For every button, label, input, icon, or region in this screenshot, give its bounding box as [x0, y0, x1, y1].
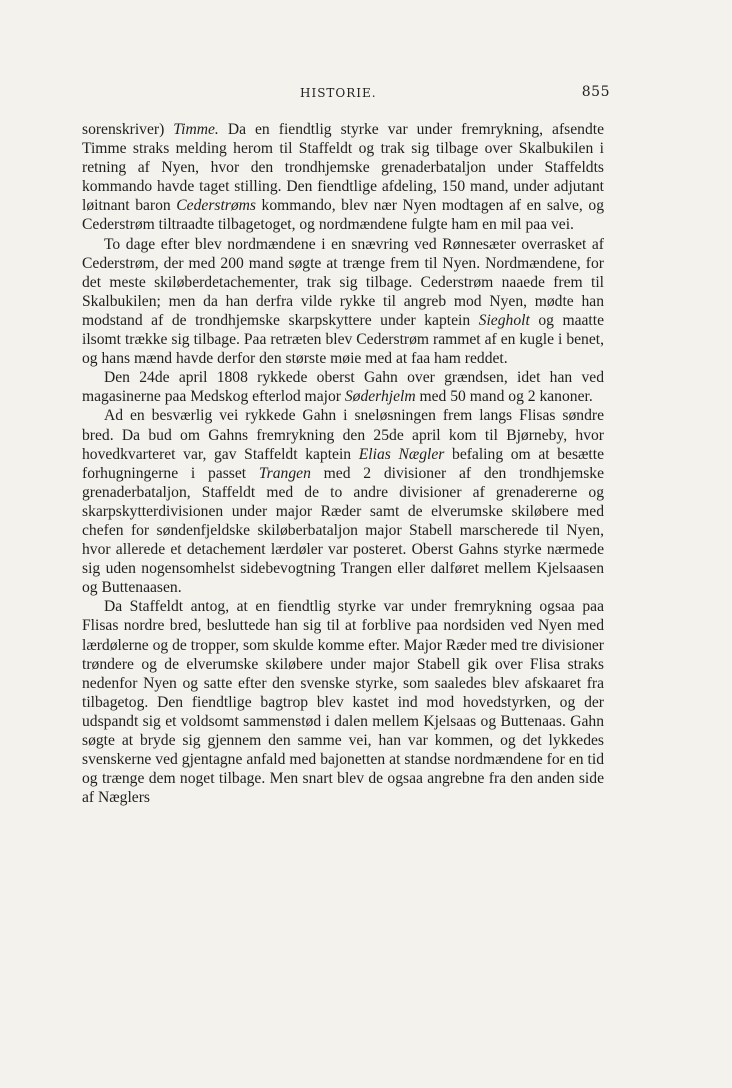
paragraph [82, 597, 604, 807]
text-run: kommando, blev nær Nyen modtagen af en salve, og Cederstrøm tiltraadte tilbagetoget, og nordmændene fulgte ham en mil paa vei. [82, 197, 604, 234]
text-run: med 2 divisioner af den trondhjemske grenaderbataljon, Staffeldt med de to andre divisioner af grenadererne og skarpskytterdivisionen under major Ræder samt de elverumske skiløbere med chefen for søndenfjeldske skiløberbataljon major Stabell marscherede til Nyen, hvor allerede et detachement lærdøler var posteret. Oberst Gahns styrke nærmede sig uden nogensomhelst sidebevogtning Trangen eller dalføret mellem Kjelsaasen og Buttenaasen. [82, 464, 604, 597]
italic-name: Søderhjelm [344, 388, 416, 406]
text-run: Ad en besværlig vei rykkede Gahn i sneløsningen frem langs Flisas søndre bred. Da bud om Gahns fremrykning den 25de april kom til Bjørneby, hvor hovedkvarteret var, gav Staffeldt kaptein [82, 407, 604, 463]
paragraph [82, 368, 604, 406]
running-head-title: HISTORIE. [300, 86, 377, 100]
text-run: To dage efter blev nordmændene i en snævring ved Rønnesæter overrasket af Cederstrøm, der med 200 mand søgte at trænge frem til Nyen. Nordmændene, for det meste skiløberdetachementer, trak sig tilbage. Cederstrøm naaede frem til Skalbukilen; men da han derfra vilde rykke til angreb mod Nyen, mødte han modstand af de trondhjemske skarpskyttere under kaptein [82, 235, 604, 329]
paragraph [82, 120, 604, 235]
text-run: Da Staffeldt antog, at en fiendtlig styrke var under fremrykning ogsaa paa Flisas nordre bred, besluttede han sig til at forblive paa nordsiden ved Nyen med lærdølerne og de tropper, som skulde komme efter. Major Ræder med tre divisioner trøndere og de elverumske skiløbere under major Stabell gik over Flisa straks nedenfor Nyen og satte efter den svenske styrke, som saaledes blev afskaaret fra tilbagetog. Den fiendtlige bagtrop blev kastet ind mod hovedstyrken, og der udspandt sig et voldsomt sammenstød i dalen mellem Kjelsaas og Buttenaas. Gahn søgte at bryde sig gjennem den samme vei, han var kommen, og det lykkedes svenskerne ved gjentagne anfald med bajonetten at standse nordmændene for en tid og trænge dem noget tilbage. Men snart blev de ogsaa angrebne fra den anden side af Næglers [82, 598, 604, 807]
italic-name: Trangen [258, 464, 311, 482]
text-run: befaling om at besætte forhugningerne i passet [82, 445, 604, 482]
paragraph [82, 406, 604, 597]
italic-name: Siegholt [478, 311, 530, 329]
text-run: med 50 mand og 2 kanoner. [415, 388, 593, 406]
text-run: Da en fiendtlig styrke var under fremrykning, afsendte Timme straks melding herom til Staffeldt og trak sig tilbage over Skalbukilen i retning af Nyen, hvor den trondhjemske grenaderbataljon under Staffeldts kommando havde taget stilling. Den fiendtlige afdeling, 150 mand, under adjutant løitnant baron [82, 121, 604, 215]
text-run: og maatte ilsomt trække sig tilbage. Paa retræten blev Cederstrøm rammet af en kugle i benet, og hans mænd havde derfor den største møie med at faa ham reddet. [82, 311, 605, 368]
text-run: sorenskriver) [82, 121, 174, 138]
italic-name: Cederstrøms [176, 197, 256, 215]
text-run: Den 24de april 1808 rykkede oberst Gahn over grændsen, idet han ved magasinerne paa Medskog efterlod major [82, 369, 604, 406]
italic-name: Timme. [173, 121, 219, 138]
italic-name: Elias Nægler [358, 445, 445, 463]
paragraph [82, 235, 604, 369]
body-text [82, 120, 604, 807]
page-number: 855 [581, 84, 610, 100]
